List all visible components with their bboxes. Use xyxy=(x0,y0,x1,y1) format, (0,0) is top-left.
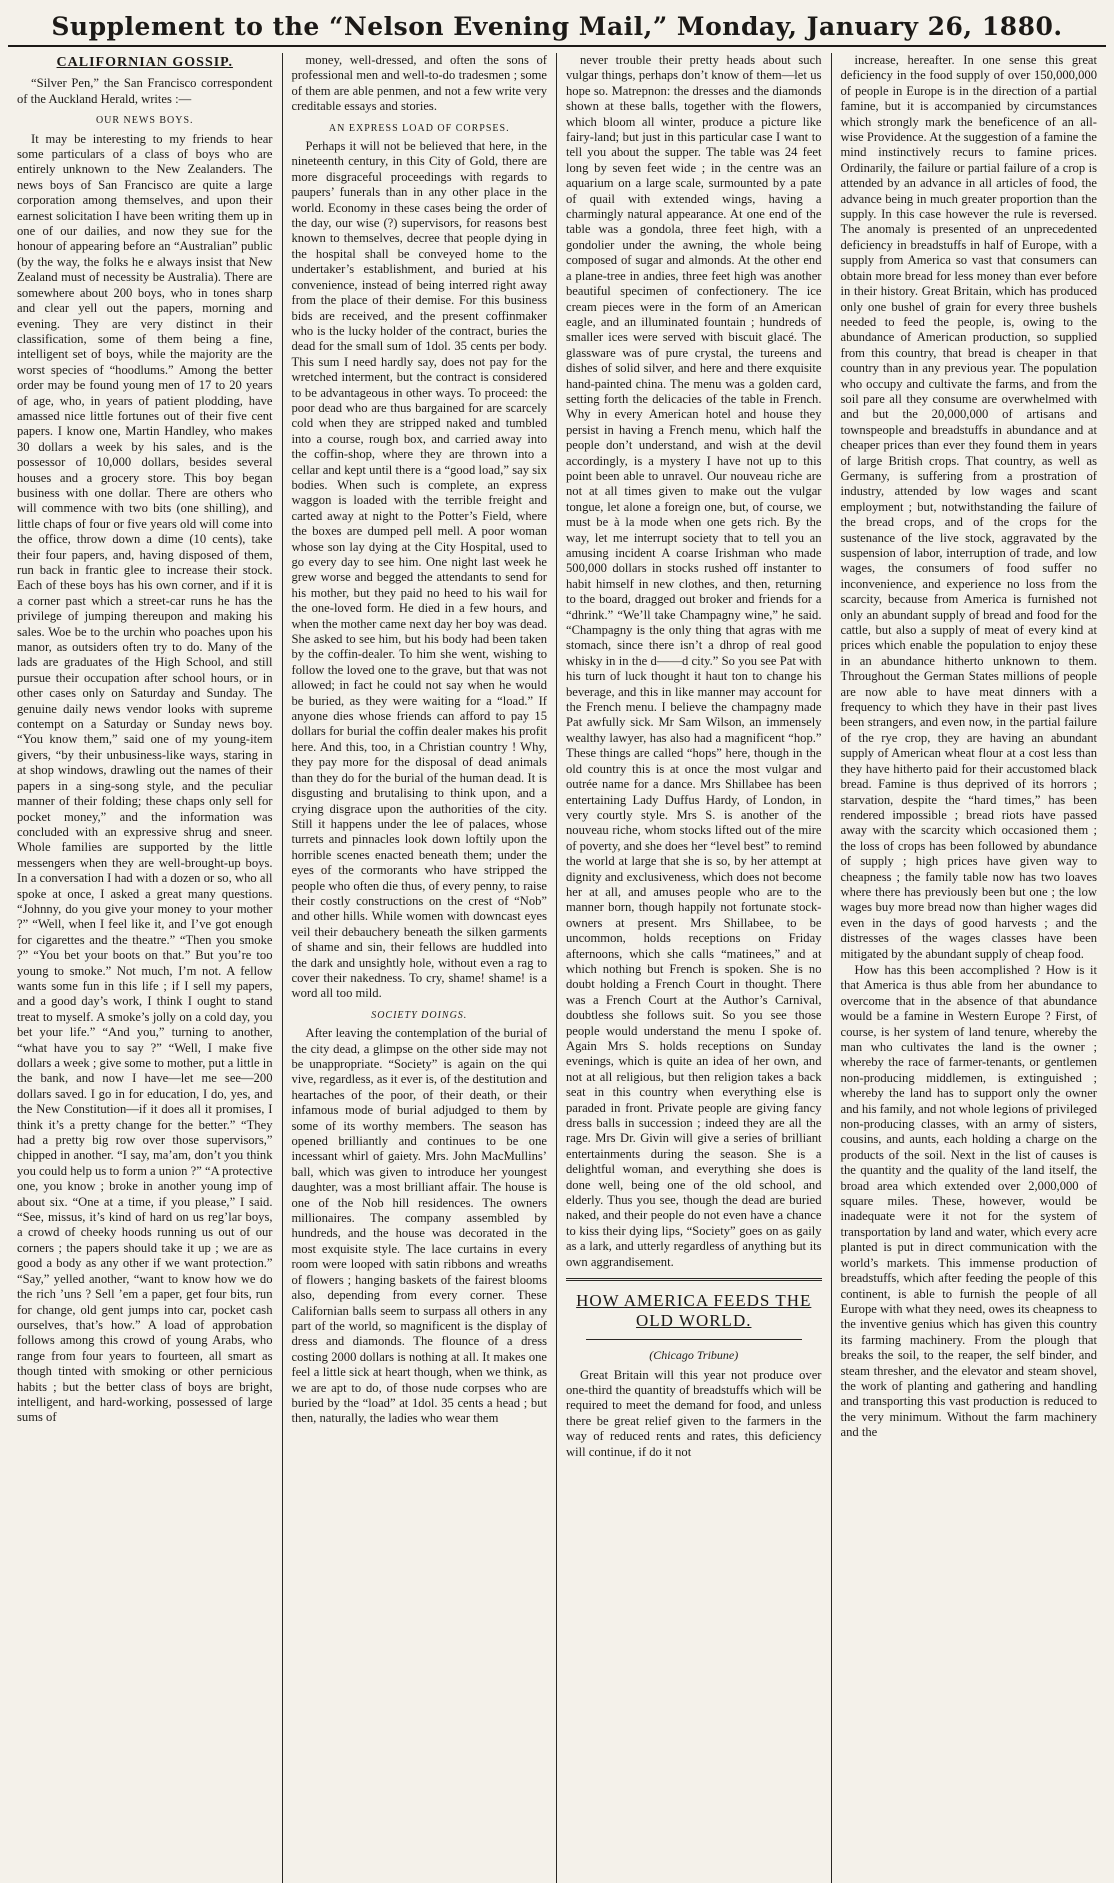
paragraph: never trouble their pretty heads about such vulgar things, perhaps don’t know of them—let us hope so. Matrepnon: the dresses and the diamonds shown at these balls, together with the flowers, which bloom all winter, produce a picture like fairy-land; but just in this particular case I want to tell you about the supper. The table was 24 feet long by seven feet wide ; in the centre was an aquarium on a large scale, surmounted by a pate of quail with extended wings, having a charmingly natural appearance. At one end of the table was a gondola, three feet high, with a gondolier under the awning, the whole being composed of sugar and almonds. At the other end a plane-tree in andies, three feet high was another beautiful specimen of confectionery. The ice cream pieces were in the form of an American eagle, and an illuminated fountain ; hundreds of smaller ices were served with biscuit glacé. The glassware was of pure crystal, the tureens and dishes of solid silver, and here and there exquisite hand-painted china. The menu was a golden card, setting forth the delicacies of the table in French. Why in every American hotel and house they persist in having a French menu, which half the people don’t understand, and wish at the devil accordingly, is a mystery I have not up to this point been able to unravel. Our nouveau riche are not at all times given to make out the vulgar tongue, let alone a foreign one, but, of course, we must be à la mode when one gets rich. By the way, let me interrupt society that to tell you an amusing incident A coarse Irishman who made 500,000 dollars in stocks rushed off instanter to habit himself in new clothes, and then, returning to the board, dragged out broker and friends for a “dhrink.” “We’ll take Champagny wine,” he said. “Champagny is the only thing that agras with me stomach, since there isn’t a dhrop of real good whisky in in the d——d city.” So you see Pat with his turn of luck thought it haut ton to change his beverage, and this in like manner may account for the French menu. I believe the champagny made Pat awfully sick. Mr Sam Wilson, an immensely wealthy lawyer, has also had a magnificent “hop.” These things are called “hops” here, though in the old country this is at once the most vulgar and outrée name for a dance. Mrs Shillabee has been entertaining Lady Duffus Hardy, of London, in very courtly style. Mrs S. is another of the nouveau riche, whom stocks lifted out of the mire of poverty, and she does her “level best” to remind the world at large that she is so, by her attempt at dignity and exclusiveness, which does not become her at all, and amuses people who are to the manner born, though happily not fortunate stock-owners at present. Mrs Shillabee, to be uncommon, holds receptions on Friday afternoons, which she calls “matinees,” and at which nothing but French is spoken. She is no doubt holding a French Court in thought. There was a French Court at the Author’s Carnival, doubtless she follows suit. So you see those people would understand the menu I spoke of. Again Mrs S. holds receptions on Sunday evenings, which is quite an idea of her own, and not at all religious, but then religion takes a back seat in this country when everything else is paraded in front. Private people are giving fancy dress balls in succession ; indeed they are all the rage. Mrs Dr. Givin will give a series of brilliant entertainments during the season. She is a delightful woman, and everything she does is done well, being one of the old school, and elderly. Thus you see, though the dead are buried naked, and their people do not even have a chance to kiss their dying lips, “Society” goes on as gaily as a lark, and utterly regardless of anything but its own aggrandisement. xyxy=(566,53,822,1269)
paragraph: Great Britain will this year not produce over one-third the quantity of breadstuffs which will be required to meet the demand for food, and unless there be great relief given to the farmers in the way of reduced rents and rates, this deficiency will continue, if do it not xyxy=(566,1367,822,1459)
subheading-express-load: AN EXPRESS LOAD OF CORPSES. xyxy=(328,122,510,134)
masthead: Supplement to the “Nelson Evening Mail,” Monday, January 26, 1880. xyxy=(8,10,1106,47)
paragraph: How has this been accomplished ? How is it that America is thus able from her abundance to overcome that in the absence of that abundance would be a famine in Western Europe ? First, of course, is her system of land tenure, whereby the man who cultivates the land is the owner ; whereby the race of farmer-tenants, or gentlemen non-producing middlemen, is extinguished ; whereby the land has to support only the owner and his family, and not whole legions of privileged non-producing classes, with an army of sisters, cousins, and aunts, each holding a charge on the products of the soil. Next in the list of causes is the quantity and the quality of the land itself, the broad area which extended over 2,000,000 of square miles. These, however, would be inadequate were it not for the system of transportation by land and water, which every acre planted is put in direct communication with the world’s markets. This immense production of breadstuffs, which after feeding the people of this continent, is able to furnish the people of all Europe with what they need, owes its cheapness to the inventive genius which has given this country its farming machinery. From the plough that breaks the soil, to the reaper, the self binder, and steam thresher, and the elevator and steam shovel, the work of planting and gathering and handling and transporting this vast production is reduced to the very minimum. Without the farm machinery and the xyxy=(840,962,1097,1440)
subheading-society-doings: SOCIETY DOINGS. xyxy=(371,1009,468,1021)
columns xyxy=(8,53,1106,1883)
heading-rule xyxy=(586,1339,802,1340)
society-doings-body xyxy=(292,1026,548,1427)
subheading-news-boys: OUR NEWS BOYS. xyxy=(95,115,194,127)
america-feeds-body xyxy=(566,1368,822,1460)
article-intro: “Silver Pen,” the San Francisco correspondent of the Auckland Herald, writes :— xyxy=(17,76,273,106)
article-heading-californian-gossip: CALIFORNIAN GOSSIP. xyxy=(56,55,233,70)
column-1 xyxy=(8,53,283,1883)
paragraph: Perhaps it will not be believed that here, in the nineteenth century, in this City of Gold, there are more disgraceful proceedings with regards to paupers’ funerals than in any other place in the world. Economy in these cases being the order of the day, our wise (?) supervisors, for reasons best known to themselves, decree that people dying in the hospital shall be conveyed home to the undertaker’s establishment, and buried at his convenience, instead of being interred right away from the place of their demise. For this business bids are received, and the present coffinmaker who is the lucky holder of the contract, buries the dead for the small sum of 1dol. 35 cents per body. This sum I need hardly say, does not pay for the wretched interment, but the contract is considered to be advantageous in other ways. To proceed: the poor dead who are thus bargained for are scarcely cold when they are stripped naked and tumbled into a course, rough box, and carried away into the coffin-shop, where they are thrown into a cellar and kept until there is a “good load,” say six bodies. When such is complete, an express waggon is loaded with the terrible freight and carted away at night to the Potter’s Field, where the boxes are dumped pell mell. A poor woman whose son lay dying at the City Hospital, used to go every day to see him. One night last week he grew worse and begged the attendants to send for his mother, but they paid no heed to his wail for the one-loved form. He died in a few hours, and when the mother came next day her boy was dead. She asked to see him, but his body had been taken by the coffin-dealer. To him she went, wishing to follow the loved one to the grave, but that was not allowed; in fact he could not say when he would be buried, as they were waiting for a “load.” If anyone dies whose friends can afford to pay 15 dollars for burial the coffin dealer makes his profit here. And this, too, in a Christian country ! Why, they pay more for the disposal of dead animals than they do for the burial of the human dead. It is disgusting and brutalising to think upon, and a crying disgrace upon the authorities of the city. Still it happens under the lee of palaces, whose turrets and pinnacles look down loftily upon the horrible scenes enacted beneath them; under the eyes of the cormorants who have stripped the people who often die thus, of every penny, to raise their costly constructions on the crest of “Nob” and other hills. While women with downcast eyes veil their debauchery beneath the silken garments of shame and sin, their fellows are huddled into the dark and unsightly hole, without even a rag to cover their nakedness. To cry, shame! shame! is a word all too mild. xyxy=(291,139,547,1001)
paragraph: increase, hereafter. In one sense this great deficiency in the food supply of over 150,000,000 of people in Europe is in the direction of a partial famine, but it is accompanied by circumstances which strongly mark the beneficence of an all-wise Providence. At the suggestion of a famine the mind instinctively recurs to famine prices. Ordinarily, the failure or partial failure of a crop is attended by an advance in all articles of food, the advance being in much greater proportion than the supply. In this case however the rule is reversed. The anomaly is presented of an unprecedented deficiency in breadstuffs in half of Europe, with a supply from America so vast that consumers can obtain more bread for less money than ever before in their history. Great Britain, which has produced only one bushel of grain for every three bushels needed to feed the people, is, owing to the abundance of American production, so supplied from this country, that bread is cheaper in that country than in any previous year. The population who occupy and cultivate the farms, and from the soil pare all they consume are overwhelmed with and but the 20,000,000 of artisans and townspeople and breadstuffs in abundance and at cheaper prices than ever they found them in years of large British crops. That country, as well as Germany, is suffering from a prostration of industry, attended by low wages and scant employment ; but, notwithstanding the failure of the bread crops, and of the crops for the sustenance of the live stock, aggravated by the suspension of labor, interruption of trade, and low wages, the consumers of food suffer no inconvenience, and experience no loss from the scarcity, because from America is furnished not only an abundant supply of bread and food for the cattle, but also a supply of meat of every kind at prices which enable the population to enjoy these in an abundance hitherto unknown to them. Throughout the German States millions of people are now able to have meat dinners with a frequency to which they have in their past lives been strangers, and even now, in the partial failure of the rye crop, they are having an abundant supply of American wheat flour at a cost less than they have hitherto paid for their accustomed black bread. Famine is thus deprived of its horrors ; starvation, despite the “hard times,” has been rendered impossible ; bread riots have passed away with the scarcity which occasioned them ; the loss of crops has been followed by abundance of supply ; high prices have given way to cheapness ; the family table now has two loaves where there has previously been but one ; the low wages buy more bread now than higher wages did even in the days of good harvests ; and the distresses of the wages classes have been mitigated by the abundant supply of cheap food. xyxy=(840,53,1097,961)
news-boys-body xyxy=(17,132,273,1426)
news-boys-continued xyxy=(292,53,548,115)
paragraph: After leaving the contemplation of the burial of the city dead, a glimpse on the other side may not be unappropriate. “Society” is again on the qui vive, regardless, as it ever is, of the destitution and heartaches of the poor, of their death, or their infamous mode of burial adjudged to them by some of its worthy members. The season has opened brilliantly and continues to be one incessant whirl of gaiety. Mrs. John MacMullins’ ball, which was given to introduce her youngest daughter, was a most brilliant affair. The house is one of the Nob hill residences. The owners millionaires. The company assembled by hundreds, and the house was decorated in the most exquisite style. The lace curtains in every room were looped with satin ribbons and wreaths of flowers ; hanging baskets of the fairest blooms also, depending from every corner. These Californian balls seem to surpass all others in any part of the world, so magnificent is the display of dress and diamonds. The flounce of a dress costing 2000 dollars is nothing at all. It makes one feel a little sick at heart though, when we think, as we are apt to do, of those nude corpses who are buried by the “load” at 1dol. 35 cents a head ; but then, naturally, the ladies who wear them xyxy=(291,1026,547,1426)
article-source: (Chicago Tribune) xyxy=(649,1348,739,1363)
paragraph: It may be interesting to my friends to hear some particulars of a class of boys who are entirely unknown to the New Zealanders. The news boys of San Francisco are quite a large corporation among themselves, and upon their earnest solicitation I have been writing them up in one of our dailies, and now they sue for the honour of appearing before an “Australian” public (by the way, the folks he e always insist that New Zealand must of necessity be Australia). There are somewhere about 200 boys, who in tones sharp and clear yell out the papers, morning and evening. They are very distinct in their classification, some of them being a fine, intelligent set of boys, while the majority are the worst species of “hoodlums.” Among the better order may be found young men of 17 to 20 years of age, who, in years of patient plodding, have amassed nice little fortunes out of their five cent papers. I know one, Martin Handley, who makes 30 dollars a week by his sales, and is the possessor of 10,000 dollars, besides several houses and a grocery store. This boy began business with one dollar. There are others who will commence with two bits (one shilling), and little chaps of four or five years old will come into the office, throw down a dime (10 cents), take their four papers, and, having disposed of them, run back in frantic glee to increase their stock. Each of these boys has his own corner, and if it is a corner past which a street-car runs he has the privilege of jumping thereupon and making his sales. Woe be to the urchin who poaches upon his manor, as outsiders often try to do. Many of the lads are graduates of the High School, and still pursue their occupation after school hours, or in other cases only on Saturday and Sunday. The genuine daily news vendor looks with supreme contempt on a Saturday or Sunday news boy. “You know them,” said one of my young-item givers, “by their unbusiness-like ways, staring in at shop windows, drawling out the names of their papers in a sing-song style, and the peculiar manner of their folding; these chaps only sell for pocket money,” and the information was concluded with an expressive shrug and sneer. Whole families are supported by the little messengers when they are well-brought-up boys. In a conversation I had with a dozen or so, who all spoke at once, I asked a great many questions. “Johnny, do you give your money to your mother ?” “Well, when I feel like it, and I’ve got enough for cigarettes and the theatre.” “Then you smoke ?” “You bet your boots on that.” But you’re too young to smoke.” Not much, I’m not. A fellow wants some fun in this life ; if I sell my papers, and a good day’s work, I think I ought to stand treat to myself. A smoke’s jolly on a cold day, you bet your life.” “And you,” turning to another, “what have you to say ?” “Well, I make five dollars a week ; give some to mother, put a little in the bank, and now I have—let me see—200 dollars saved. I go in for education, I do, yes, and the New Constitution—if it does all it promises, I think it’s a pretty change for the better.” “They had a pretty big row over those supervisors,” chipped in another. “I say, ma’am, don’t you think you could help us to form a union ?” “A protective one, you know ; broke in another young imp of about six. “One at a time, if you please,” I said. “See, missus, it’s kind of hard on us reg’lar boys, a crowd of cheeky hoods running us out of our corners ; the papers should take it up ; we are as good a body as any other if we want protection.” “Say,” yelled another, “want to know how we do the rich ’uns ? Sell ’em a paper, get four bits, run for change, old gent jumps into car, pocket cash ourselves, that’s how.” A load of approbation follows among this crowd of young Arabs, who range from four years to fourteen, all smart as though tinted with smoking or other pernicious habits ; but the better class of boys are bright, intelligent, and hard-working, possessed of large sums of xyxy=(17,131,273,1425)
column-4 xyxy=(832,53,1107,1883)
express-load-body xyxy=(292,139,548,1002)
column-2 xyxy=(283,53,558,1883)
section-divider xyxy=(566,1278,822,1281)
society-doings-continued xyxy=(566,53,822,1270)
paragraph: money, well-dressed, and often the sons of professional men and well-to-do tradesmen ; some of them are able penmen, and not a few write very creditable essays and stories. xyxy=(291,53,547,114)
column-3 xyxy=(557,53,832,1883)
america-feeds-continued xyxy=(841,53,1098,1441)
article-heading-america-feeds: HOW AMERICA FEEDS THE OLD WORLD. xyxy=(576,1291,812,1331)
